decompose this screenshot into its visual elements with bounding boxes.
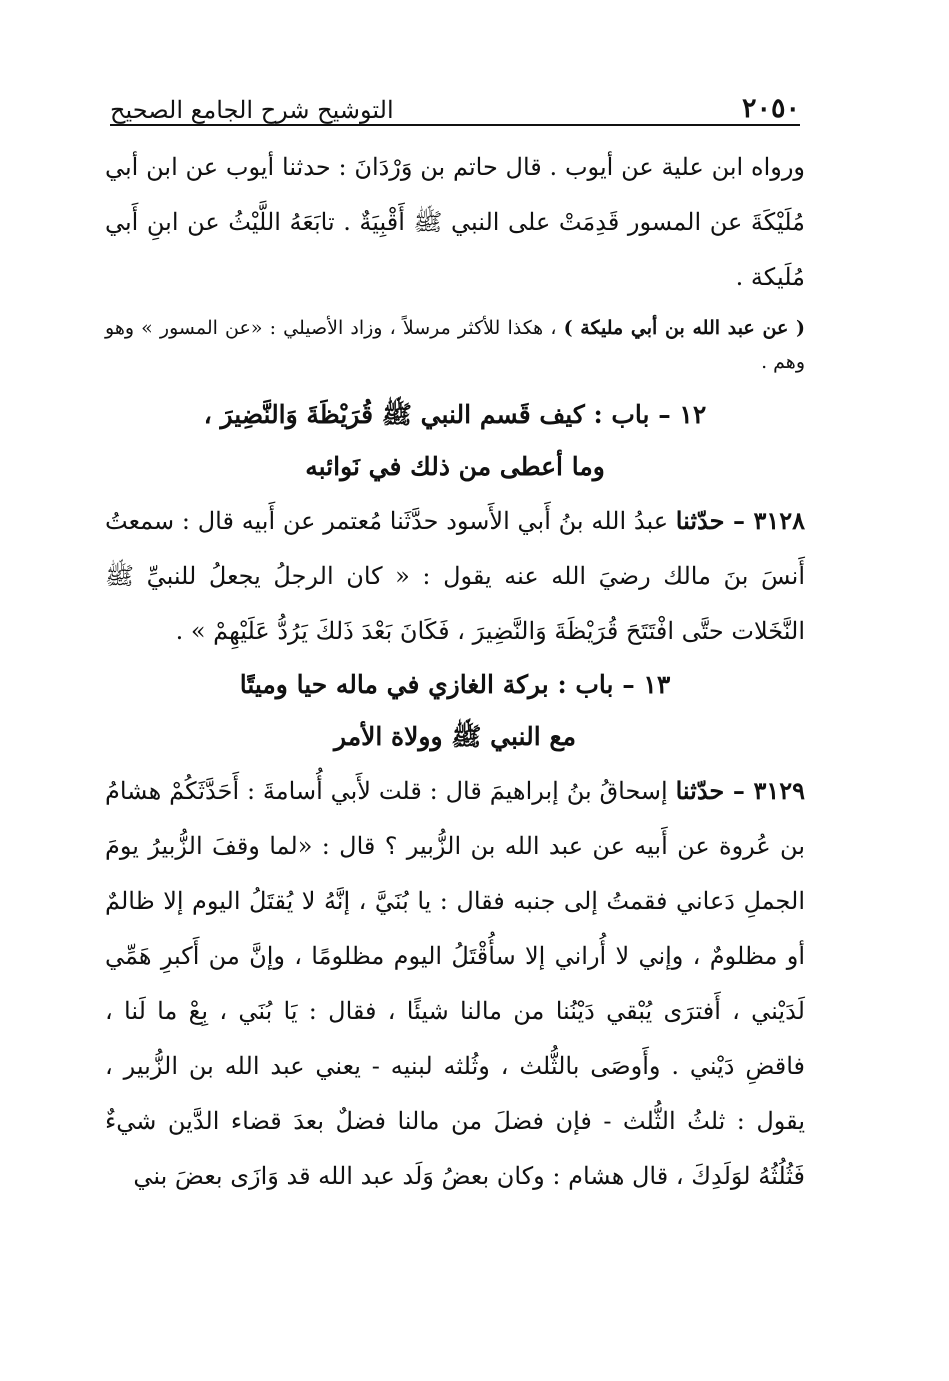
page-body <box>105 140 805 1204</box>
commentary-note <box>105 311 805 379</box>
hadith-3128 <box>105 493 805 659</box>
page-header <box>110 88 800 126</box>
hadith-dash: – <box>724 506 754 535</box>
book-title: التوشيح شرح الجامع الصحيح <box>110 96 394 124</box>
commentary-lemma: ( عن عبد الله بن أبي مليكة ) <box>563 317 805 339</box>
commentary-text: ، هكذا للأكثر مرسلاً ، وزاد الأصيلي : «عن المسور » وهو وهم . <box>105 317 805 373</box>
paragraph-riwaya: ورواه ابن علية عن أيوب . قال حاتم بن وَرْدَانَ : حدثنا أيوب عن ابن أبي مُلَيْكَةَ عن المسور قَدِمَتْ على النبي ﷺ أَقْبِيَةٌ . تابَعَهُ اللَّيْثُ عن ابنِ أَبي مُلَيكة . <box>105 153 805 291</box>
hadith-text: عبدُ الله بنُ أَبي الأَسود حدَّثَنا مُعتمر عن أَبيه قال : سمعتُ أَنسَ بنَ مالك رضيَ الله عنه يقول : « كان الرجلُ يجعلُ للنبيِّ ﷺ النَّخَلات حتَّى افْتَتَحَ قُرَيْظَةَ وَالنَّضِيرَ ، فَكَانَ بَعْدَ ذَلكَ يَرُدُّ عَلَيْهِمْ » . <box>105 507 805 645</box>
hadith-number: ٣١٢٩ <box>753 776 805 805</box>
hadith-dash: – <box>724 776 754 805</box>
chapter-heading-12-line2: وما أعطى من ذلك في نَوائبه <box>305 452 605 481</box>
chapter-heading-12-line1: ١٢ – باب : كيف قَسم النبي ﷺ قُرَيْظَةَ وَالنَّضِيرَ ، <box>203 400 707 429</box>
chapter-heading-13-line2: مع النبي ﷺ وولاة الأمر <box>333 722 577 751</box>
haddathana-word: حدّثنا <box>675 506 725 535</box>
haddathana-word: حدّثنا <box>675 776 725 805</box>
chapter-heading-13-line1: ١٣ – باب : بركة الغازي في ماله حيا وميتًا <box>239 670 671 699</box>
hadith-text: إسحاقُ بنُ إبراهيمَ قال : قلت لأَبي أُسامةَ : أَحَدَّثَكُمْ هشامُ بن عُروة عن أَبيه عن عبد الله بن الزُّبير ؟ قال : «لما وقفَ الزُّبيرُ يومَ الجملِ دَعاني فقمتُ إلى جنبه فقال : يا بُنَيَّ ، إنَّهُ لا يُقتَلُ اليوم إلا ظالمٌ أو مظلومٌ ، وإني لا أُراني إلا سأُقْتَلُ اليوم مظلومًا ، وإنَّ من أَكبرِ هَمِّي لَدَيْني ، أَفترَى يُبْقي دَيْنُنا من مالنا شيئًا ، فقال : يَا بُنَي ، بِعْ ما لَنا ، فاقضِ دَيْني . وأَوصَى بالثُّلث ، وثُلثه لبنيه - يعني عبد الله بن الزُّبير ، يقول : ثلثُ الثُّلث - فإن فضلَ من مالنا فضلٌ بعدَ قضاء الدَّين شيءٌ فَثُلُثُهُ لوَلَدِكَ ، قال هشام : وكان بعضُ وَلَد عبد الله قد وَازَى بعضَ بني <box>105 777 805 1190</box>
hadith-number: ٣١٢٨ <box>753 506 805 535</box>
page-number: ٢٠٥٠ <box>741 93 800 124</box>
hadith-3129 <box>105 763 805 1204</box>
